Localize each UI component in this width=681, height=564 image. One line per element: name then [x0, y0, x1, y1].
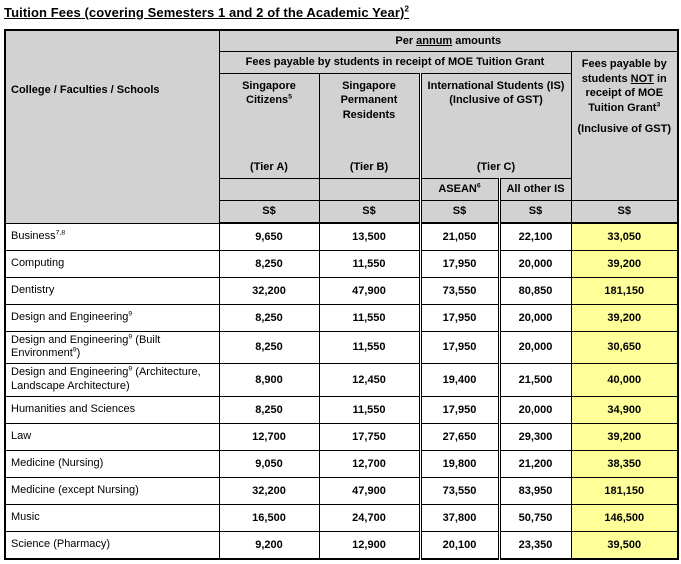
- fee-value-cell: 73,550: [420, 477, 499, 504]
- fee-value-cell: 21,200: [499, 450, 571, 477]
- school-cell: Humanities and Sciences: [5, 396, 219, 423]
- fee-value-cell: 17,750: [319, 423, 420, 450]
- empty-cell: [219, 179, 319, 201]
- fee-value-cell: 23,350: [499, 531, 571, 559]
- table-row: [5, 504, 678, 531]
- fee-value-cell: 32,200: [219, 277, 319, 304]
- fee-value-cell: 24,700: [319, 504, 420, 531]
- no-grant-fee-cell: 34,900: [571, 396, 678, 423]
- fee-value-cell: 20,000: [499, 250, 571, 277]
- fee-value-cell: 17,950: [420, 304, 499, 331]
- school-cell: Medicine (except Nursing): [5, 477, 219, 504]
- fee-value-cell: 19,400: [420, 364, 499, 397]
- fee-value-cell: 8,250: [219, 250, 319, 277]
- fee-value-cell: 8,250: [219, 304, 319, 331]
- no-grant-fee-cell: 40,000: [571, 364, 678, 397]
- table-row: [5, 277, 678, 304]
- tier-c-label: International Students (IS) (Inclusive of GST): [427, 80, 565, 107]
- fee-value-cell: 83,950: [499, 477, 571, 504]
- fee-value-cell: 13,500: [319, 223, 420, 250]
- fee-value-cell: 27,650: [420, 423, 499, 450]
- fee-value-cell: 20,000: [499, 304, 571, 331]
- fee-value-cell: 21,050: [420, 223, 499, 250]
- tier-c-tag: (Tier C): [476, 160, 516, 173]
- school-cell: Design and Engineering$^9$ (Architecture, Landscape Architecture): [5, 364, 219, 397]
- fee-value-cell: 47,900: [319, 277, 420, 304]
- fee-value-cell: 8,250: [219, 396, 319, 423]
- fee-value-cell: 19,800: [420, 450, 499, 477]
- currency-header: S$: [219, 201, 319, 224]
- tier-a-label: Singapore Citizens$^5$: [242, 80, 296, 107]
- tier-b-tag: (Tier B): [349, 160, 389, 173]
- fee-value-cell: 8,250: [219, 331, 319, 364]
- fee-value-cell: 8,900: [219, 364, 319, 397]
- tier-a-tag: (Tier A): [250, 160, 288, 173]
- fee-rows: [5, 223, 678, 559]
- fee-value-cell: 17,950: [420, 331, 499, 364]
- currency-header: S$: [420, 201, 499, 224]
- no-grant-gst-note: (Inclusive of GST): [577, 123, 672, 136]
- fee-value-cell: 22,100: [499, 223, 571, 250]
- school-cell: Law: [5, 423, 219, 450]
- school-cell: Music: [5, 504, 219, 531]
- no-grant-header: [571, 52, 678, 201]
- table-row: [5, 477, 678, 504]
- asean-header: ASEAN$^6$: [420, 179, 499, 201]
- currency-header: S$: [571, 201, 678, 224]
- empty-cell: [319, 179, 420, 201]
- tier-c-header: [420, 74, 571, 179]
- fee-value-cell: 50,750: [499, 504, 571, 531]
- fee-value-cell: 9,200: [219, 531, 319, 559]
- fee-value-cell: 32,200: [219, 477, 319, 504]
- header-row-per-annum: [5, 30, 678, 52]
- fee-value-cell: 11,550: [319, 331, 420, 364]
- fee-value-cell: 21,500: [499, 364, 571, 397]
- currency-header: S$: [319, 201, 420, 224]
- table-row: [5, 331, 678, 364]
- tier-a-header: [219, 74, 319, 179]
- college-column-header: College / Faculties / Schools: [5, 30, 219, 223]
- fee-value-cell: 12,900: [319, 531, 420, 559]
- tier-b-label: Singapore Permanent Residents: [340, 80, 398, 121]
- fee-value-cell: 12,450: [319, 364, 420, 397]
- fee-value-cell: 29,300: [499, 423, 571, 450]
- fee-value-cell: 9,050: [219, 450, 319, 477]
- fee-value-cell: 20,100: [420, 531, 499, 559]
- grant-header: Fees payable by students in receipt of MOE Tuition Grant: [219, 52, 571, 74]
- fee-value-cell: 20,000: [499, 331, 571, 364]
- no-grant-fee-cell: 181,150: [571, 477, 678, 504]
- no-grant-header-text: Fees payable by students NOT in receipt of MOE Tuition Grant$^3$: [581, 58, 667, 114]
- currency-header: S$: [499, 201, 571, 224]
- fee-value-cell: 20,000: [499, 396, 571, 423]
- no-grant-fee-cell: 39,200: [571, 304, 678, 331]
- fee-value-cell: 47,900: [319, 477, 420, 504]
- table-row: [5, 450, 678, 477]
- fee-value-cell: 73,550: [420, 277, 499, 304]
- table-row: [5, 531, 678, 559]
- fee-value-cell: 16,500: [219, 504, 319, 531]
- table-row: [5, 304, 678, 331]
- school-cell: Business$^{7,8}$: [5, 223, 219, 250]
- no-grant-fee-cell: 39,200: [571, 423, 678, 450]
- fee-value-cell: 12,700: [319, 450, 420, 477]
- tuition-fees-table: [4, 29, 679, 560]
- tier-b-header: [319, 74, 420, 179]
- table-row: [5, 364, 678, 397]
- table-row: [5, 250, 678, 277]
- fee-value-cell: 80,850: [499, 277, 571, 304]
- school-cell: Design and Engineering$^9$: [5, 304, 219, 331]
- school-cell: Dentistry: [5, 277, 219, 304]
- fee-value-cell: 11,550: [319, 396, 420, 423]
- school-cell: Design and Engineering$^9$ (Built Environment$^9$): [5, 331, 219, 364]
- school-cell: Computing: [5, 250, 219, 277]
- fee-value-cell: 11,550: [319, 250, 420, 277]
- fee-value-cell: 17,950: [420, 396, 499, 423]
- table-row: [5, 396, 678, 423]
- school-cell: Science (Pharmacy): [5, 531, 219, 559]
- no-grant-fee-cell: 39,500: [571, 531, 678, 559]
- no-grant-fee-cell: 30,650: [571, 331, 678, 364]
- no-grant-fee-cell: 33,050: [571, 223, 678, 250]
- fee-value-cell: 37,800: [420, 504, 499, 531]
- fee-value-cell: 9,650: [219, 223, 319, 250]
- no-grant-fee-cell: 146,500: [571, 504, 678, 531]
- school-cell: Medicine (Nursing): [5, 450, 219, 477]
- no-grant-fee-cell: 181,150: [571, 277, 678, 304]
- per-annum-header: Per annum amounts: [219, 30, 678, 52]
- no-grant-fee-cell: 39,200: [571, 250, 678, 277]
- all-other-is-header: All other IS: [499, 179, 571, 201]
- fee-value-cell: 12,700: [219, 423, 319, 450]
- fee-value-cell: 17,950: [420, 250, 499, 277]
- fee-value-cell: 11,550: [319, 304, 420, 331]
- table-header: [5, 30, 678, 223]
- no-grant-fee-cell: 38,350: [571, 450, 678, 477]
- table-row: [5, 423, 678, 450]
- table-row: [5, 223, 678, 250]
- page-title: Tuition Fees (covering Semesters 1 and 2 of the Academic Year)$^2$: [4, 4, 410, 20]
